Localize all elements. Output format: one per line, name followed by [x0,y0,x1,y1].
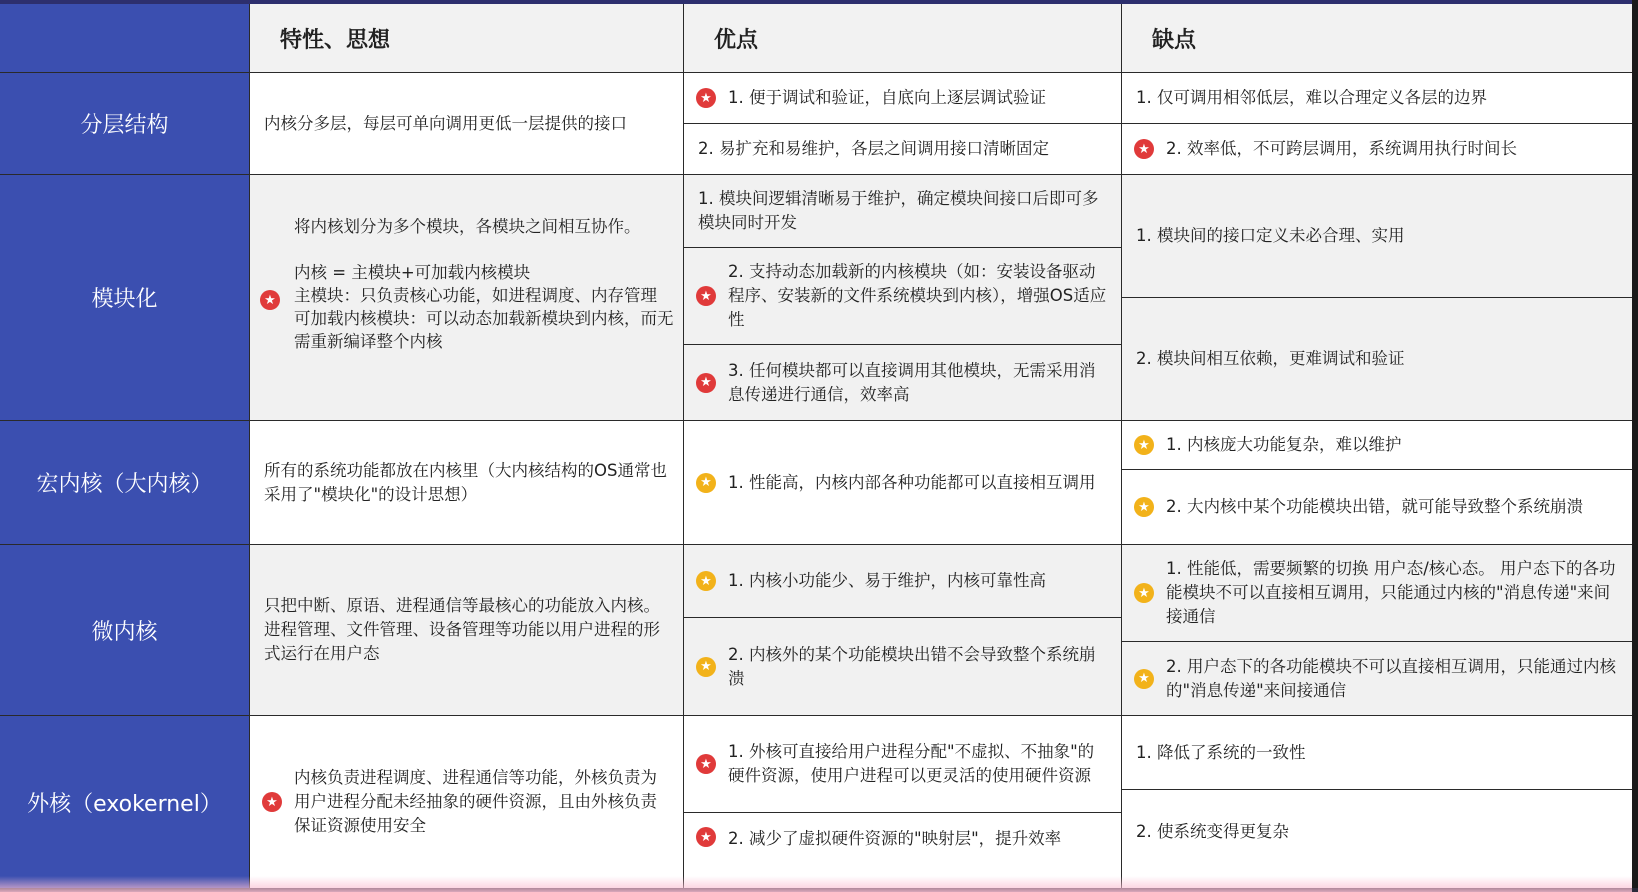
pro-text: 2. 支持动态加载新的内核模块（如：安装设备驱动程序、安装新的文件系统模块到内核），增强OS适应性 [728,262,1107,329]
grid-line [1122,469,1632,470]
star-icon: ★ [696,571,716,591]
pro-text: 2. 内核外的某个功能模块出错不会导致整个系统崩溃 [728,644,1096,688]
star-icon: ★ [1134,435,1154,455]
grid-line [1121,4,1122,888]
star-icon: ★ [696,827,716,847]
row-header-exokernel: 外核（exokernel） [0,716,249,888]
con-text: 1. 内核庞大功能复杂，难以维护 [1166,435,1402,454]
exo-pro-1 [684,716,1121,812]
header-pros: 优点 [684,4,1121,72]
con-text: 2. 效率低，不可跨层调用，系统调用执行时间长 [1166,139,1517,158]
row-header-monolithic: 宏内核（大内核） [0,421,249,544]
grid-line [0,420,1632,421]
micro-con-2 [1122,642,1632,715]
comparison-table [0,4,1632,888]
modular-feature-intro: 将内核划分为多个模块，各模块之间相互协作。 [294,217,641,236]
layered-con-2 [1122,124,1632,174]
grid-line [684,617,1121,618]
star-icon: ★ [696,88,716,108]
grid-line [1122,297,1632,298]
grid-line [684,123,1632,124]
grid-line [0,72,1632,73]
row-header-modular: 模块化 [0,175,249,420]
star-icon: ★ [1134,497,1154,517]
row-header-layered: 分层结构 [0,73,249,174]
star-icon: ★ [262,792,282,812]
micro-con-1 [1122,545,1632,641]
grid-line [684,344,1121,345]
star-icon: ★ [696,754,716,774]
star-icon: ★ [1134,139,1154,159]
grid-line [0,174,1632,175]
star-icon: ★ [260,290,280,310]
grid-line [1122,641,1632,642]
monolithic-pro-1 [684,421,1121,544]
grid-line [1122,789,1632,790]
modular-feature [250,175,683,420]
exo-feature [250,716,683,888]
pro-text: 3. 任何模块都可以直接调用其他模块，无需采用消息传递进行通信，效率高 [728,360,1096,404]
modular-feature-line-2: 主模块：只负责核心功能，如进程调度、内存管理 [294,286,657,305]
grid-line [683,4,684,888]
modular-feature-line-3: 可加载内核模块：可以动态加载新模块到内核，而无需重新编译整个内核 [294,309,674,351]
pro-text: 2. 减少了虚拟硬件资源的"映射层"，提升效率 [728,829,1062,848]
layered-con-1: 1. 仅可调用相邻低层，难以合理定义各层的边界 [1122,73,1632,123]
layered-feature: 内核分多层，每层可单向调用更低一层提供的接口 [250,73,683,174]
grid-line [0,544,1632,545]
bottom-glow [0,876,1632,892]
pro-text: 1. 便于调试和验证，自底向上逐层调试验证 [728,88,1046,107]
star-icon: ★ [1134,669,1154,689]
con-text: 2. 大内核中某个功能模块出错，就可能导致整个系统崩溃 [1166,497,1583,516]
layered-pro-1 [684,73,1121,123]
micro-feature: 只把中断、原语、进程通信等最核心的功能放入内核。进程管理、文件管理、设备管理等功能以用户进程的形式运行在用户态 [250,545,683,715]
modular-pro-1: 1. 模块间逻辑清晰易于维护，确定模块间接口后即可多模块同时开发 [684,175,1121,247]
header-cons: 缺点 [1122,4,1632,72]
modular-pro-2 [684,248,1121,344]
layered-pro-2: 2. 易扩充和易维护，各层之间调用接口清晰固定 [684,124,1121,174]
pro-text: 1. 性能高，内核内部各种功能都可以直接相互调用 [728,472,1096,492]
right-edge [1632,0,1638,888]
grid-line [684,812,1121,813]
micro-pro-1 [684,545,1121,617]
feature-text: 内核负责进程调度、进程通信等功能，外核负责为用户进程分配未经抽象的硬件资源，且由外核负责保证资源使用安全 [294,768,657,835]
star-icon: ★ [696,373,716,393]
star-icon: ★ [696,286,716,306]
star-icon: ★ [696,657,716,677]
modular-pro-3 [684,345,1121,420]
pro-text: 1. 外核可直接给用户进程分配"不虚拟、不抽象"的硬件资源，使用户进程可以更灵活的使用硬件资源 [728,742,1095,785]
monolithic-feature: 所有的系统功能都放在内核里（大内核结构的OS通常也采用了"模块化"的设计思想） [250,421,683,544]
micro-pro-2 [684,618,1121,715]
grid-line [684,247,1121,248]
exo-con-1: 1. 降低了系统的一致性 [1122,716,1632,789]
con-text: 2. 使系统变得更复杂 [1136,822,1289,841]
modular-con-2: 2. 模块间相互依赖，更难调试和验证 [1122,298,1632,420]
modular-feature-line-1: 内核 = 主模块+可加载内核模块 [294,263,531,282]
star-icon: ★ [1134,583,1154,603]
corner-cell [0,4,249,72]
header-feature: 特性、思想 [250,4,683,72]
pro-text: 1. 内核小功能少、易于维护，内核可靠性高 [728,571,1046,590]
exo-con-2 [1122,790,1632,888]
monolithic-con-2 [1122,470,1632,544]
grid-line [249,4,250,888]
grid-line [0,715,1632,716]
monolithic-con-1 [1122,421,1632,469]
con-text: 1. 性能低，需要频繁的切换 用户态/核心态。 用户态下的各功能模块不可以直接相互调用，只能通过内核的"消息传递"来间接通信 [1166,559,1616,626]
con-text: 2. 用户态下的各功能模块不可以直接相互调用，只能通过内核的"消息传递"来间接通信 [1166,656,1616,700]
modular-con-1: 1. 模块间的接口定义未必合理、实用 [1122,175,1632,297]
star-icon: ★ [696,473,716,493]
row-header-micro: 微内核 [0,545,249,715]
